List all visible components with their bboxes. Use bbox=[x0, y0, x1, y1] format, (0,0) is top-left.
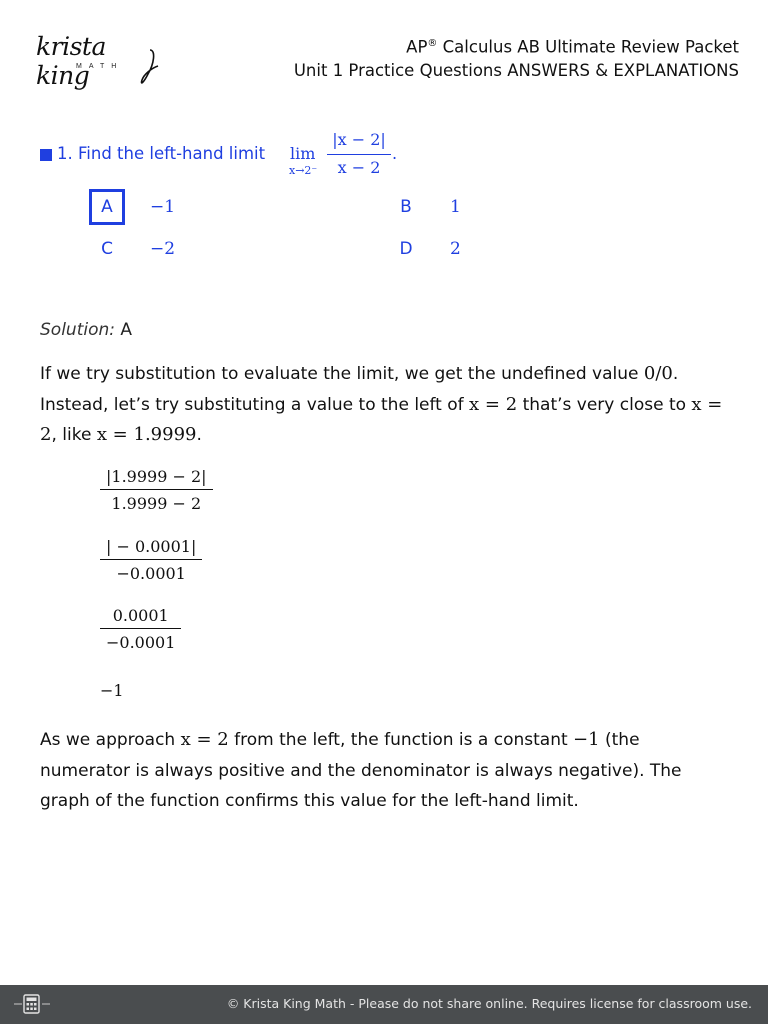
fraction-bar bbox=[327, 154, 391, 155]
solution-line bbox=[40, 320, 132, 340]
calculator-logo-icon bbox=[14, 993, 50, 1015]
registered-mark: ® bbox=[427, 38, 438, 49]
explanation-paragraph-2: As we approach x = 2 from the left, the function is a constant −1 (the numerator is always positive and the denominator is always negative). The graph of the function confirms this value for the left-hand limit. bbox=[40, 729, 682, 811]
step-fraction-2: | − 0.0001| −0.0001 bbox=[100, 537, 202, 583]
header-title-line1: AP® Calculus AB Ultimate Review Packet bbox=[406, 37, 739, 57]
question-period: . bbox=[392, 144, 398, 163]
step-result: −1 bbox=[100, 681, 124, 700]
limit-operator: lim bbox=[290, 144, 316, 163]
question-text: 1. Find the left-hand limit bbox=[57, 144, 266, 163]
option-a-value: −1 bbox=[150, 197, 176, 217]
step-fraction-1: |1.9999 − 2| 1.9999 − 2 bbox=[100, 467, 213, 513]
question-denominator: x − 2 bbox=[337, 158, 381, 177]
option-b-value: 1 bbox=[450, 197, 461, 217]
logo-wordmark: krista king bbox=[36, 32, 106, 90]
solution-answer: A bbox=[120, 320, 133, 340]
solution-label: Solution: bbox=[40, 320, 115, 340]
page-footer bbox=[0, 985, 768, 1024]
logo-subtitle: MATH bbox=[76, 63, 124, 70]
step-fraction-3: 0.0001 −0.0001 bbox=[100, 606, 181, 652]
option-a-selected[interactable]: A bbox=[89, 189, 125, 225]
explanation-paragraph-1: If we try substitution to evaluate the limit, we get the undefined value 0/0. Instead, let’s try substituting a value to the left of x = 2 that’s very close to x = 2, like x = 1.9999. bbox=[40, 363, 723, 445]
footer-copyright: © Krista King Math - Please do not share online. Requires license for classroom use. bbox=[226, 996, 752, 1011]
question-fraction bbox=[327, 130, 391, 177]
question-numerator: |x − 2| bbox=[332, 130, 386, 149]
option-b[interactable]: B bbox=[400, 197, 412, 217]
brand-logo bbox=[36, 30, 166, 90]
limit-subscript: x→2⁻ bbox=[289, 164, 318, 177]
option-d[interactable]: D bbox=[399, 239, 413, 259]
document-header bbox=[294, 32, 739, 82]
option-c[interactable]: C bbox=[101, 239, 113, 259]
logo-flourish-icon bbox=[136, 44, 164, 88]
question-bullet-icon bbox=[40, 149, 52, 161]
option-c-value: −2 bbox=[150, 239, 176, 259]
option-d-value: 2 bbox=[450, 239, 461, 259]
header-title-line2: Unit 1 Practice Questions ANSWERS & EXPLANATIONS bbox=[293, 60, 739, 80]
